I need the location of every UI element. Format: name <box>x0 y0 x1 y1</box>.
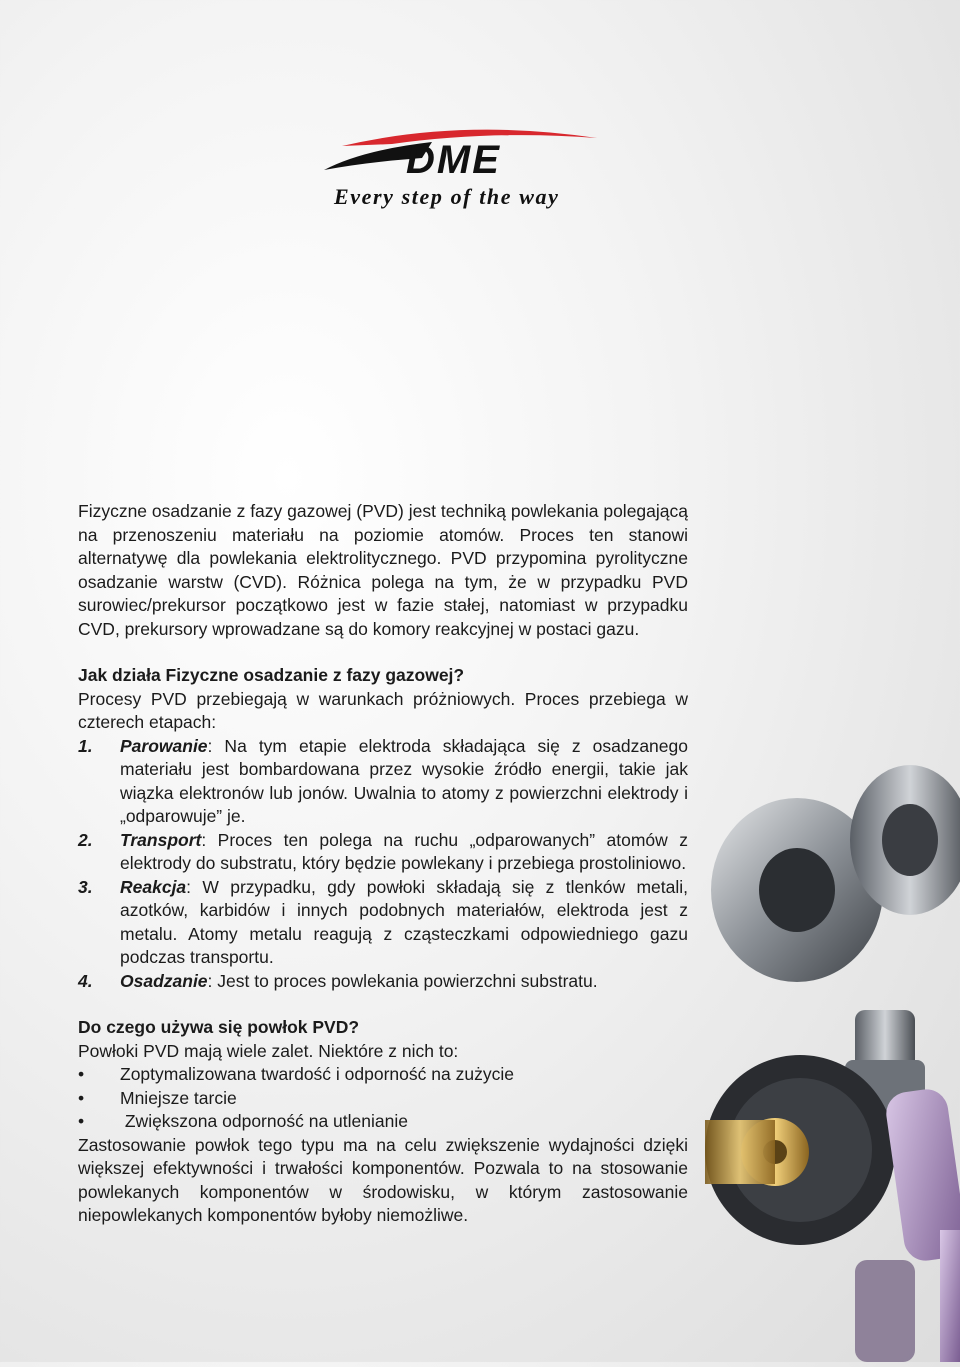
logo-text: DME <box>406 138 501 182</box>
components-illustration <box>705 760 960 1362</box>
violet-part <box>855 1260 915 1362</box>
list-item-text: Zwiększona odporność na utlenianie <box>120 1111 408 1131</box>
violet-rod <box>940 1230 960 1362</box>
step-term: Transport <box>120 829 202 850</box>
step-text: : Na tym etapie elektroda składająca się z osadzanego materiału jest bombardowana przez wysokie źródło energii, takie jak wiązka elektronów lub jonów. Uwalnia to atomy z powierzchni elektrody i „odparowuje” je. <box>120 735 688 826</box>
step-term: Parowanie <box>120 735 208 756</box>
bullet-icon: • <box>78 1064 85 1084</box>
list-item <box>78 1110 688 1134</box>
bullet-icon: • <box>78 1087 85 1108</box>
intro-paragraph: Fizyczne osadzanie z fazy gazowej (PVD) jest techniką powlekania polegającą na przenoszeniu materiału na poziomie atomów. Proces ten stanowi alternatywę dla powlekania elektrolitycznego. PVD przypomina pyrolityczne osadzanie warstw (CVD). Różnica polega na tym, że w przypadku PVD surowiec/prekursor początkowo jest w fazie stałej, natomiast w przypadku CVD, prekursory wprowadzane są do komory reakcyjnej w postaci gazu. <box>78 501 688 639</box>
step-item <box>78 829 688 876</box>
step-term: Reakcja <box>120 876 187 897</box>
bullet-icon: • <box>78 1111 85 1131</box>
list-item <box>78 1063 688 1087</box>
step-number: 4. <box>78 970 93 991</box>
ring-hole <box>759 848 835 932</box>
advantages-list <box>78 1063 688 1134</box>
process-steps <box>78 735 688 994</box>
closing-paragraph: Zastosowanie powłok tego typu ma na celu zwiększenie wydajności dzięki większej efektywności i trwałości komponentów. Pozwala to na stosowanie powlekanych komponentów w środowisku, w którym zastosowanie niepowlekanych komponentów byłoby niemożliwe. <box>78 1134 688 1225</box>
list-item <box>78 1087 688 1111</box>
section-lead-how: Procesy PVD przebiegają w warunkach próżniowych. Proces przebiega w czterech etapach: <box>78 688 688 732</box>
step-text: : Jest to proces powlekania powierzchni substratu. <box>207 970 598 991</box>
step-number: 1. <box>78 735 93 756</box>
dme-logo-mark <box>322 124 602 184</box>
step-item <box>78 735 688 829</box>
section-heading-uses: Do czego używa się powłok PVD? <box>78 1017 360 1037</box>
step-item <box>78 876 688 970</box>
list-item-text: Zoptymalizowana twardość i odporność na zużycie <box>120 1064 514 1084</box>
brand-tagline: Every step of the way <box>334 184 560 209</box>
gold-shaft <box>705 1120 775 1184</box>
step-term: Osadzanie <box>120 970 208 991</box>
cylinder-hole <box>882 804 938 876</box>
list-item-text: Mniejsze tarcie <box>120 1087 237 1108</box>
coated-components-photo <box>705 760 960 1362</box>
section-heading-how: Jak działa Fizyczne osadzanie z fazy gazowej? <box>78 665 465 685</box>
section-lead-uses: Powłoki PVD mają wiele zalet. Niektóre z nich to: <box>78 1040 459 1061</box>
step-number: 3. <box>78 876 93 897</box>
main-content <box>78 500 688 1228</box>
step-number: 2. <box>78 829 93 850</box>
step-item <box>78 970 688 994</box>
step-text: : W przypadku, gdy powłoki składają się z tlenków metali, azotków, karbidów i innych podobnych materiałów, elektroda jest z metalu. Atomy metalu reagują z cząsteczkami odpowiedniego gazu podczas transportu. <box>120 876 688 967</box>
step-text: : Proces ten polega na ruchu „odparowanych” atomów z elektrody do substratu, który będzie powlekany i przebiega prostoliniowo. <box>120 829 688 873</box>
